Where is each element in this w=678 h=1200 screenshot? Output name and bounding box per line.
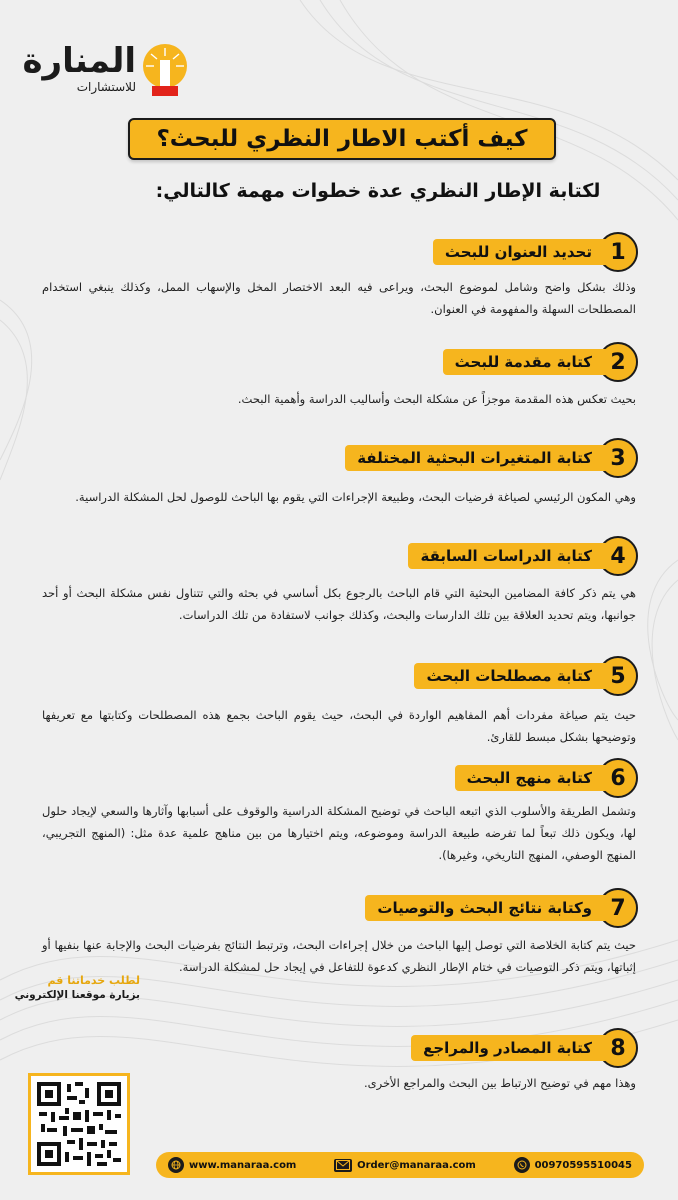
step-number-badge: 3 (598, 438, 638, 478)
email-link[interactable] (334, 1159, 476, 1172)
page-title: كيف أكتب الاطار النظري للبحث؟ (128, 118, 556, 160)
step-heading: كتابة مقدمة للبحث (443, 349, 606, 375)
intro-text: لكتابة الإطار النظري عدة خطوات مهمة كالتالي: (155, 180, 601, 202)
step-number-badge: 4 (598, 536, 638, 576)
step-description: وذلك بشكل واضح وشامل لموضوع البحث، ويراعى فيه البعد الاختصار المخل والإسهاب الممل، وكذلك ينبغي استخدام المصطلحات السهلة والمفهومة في العنوان. (42, 280, 636, 316)
step-number-badge: 5 (598, 656, 638, 696)
step-description: هي يتم ذكر كافة المضامين البحثية التي قام الباحث بالرجوع بكل أساسي في بحثه والتي تتناول نفس مشكلة البحث أو أحد جوانبها، ويتم تحديد العلاقة بين تلك الدارسات والبحث، وكذلك جوانب لاستفادة من تلك الدراسات. (42, 586, 636, 622)
step-description: وهذا مهم في توضيح الارتباط بين البحث والمراجع الأخرى. (363, 1076, 636, 1090)
phone-link[interactable] (514, 1157, 632, 1173)
qr-code-icon (37, 1082, 121, 1166)
lighthouse-emblem-icon (140, 42, 190, 100)
brand-name: المنارة (22, 41, 136, 81)
step-heading: كتابة الدراسات السابقة (408, 543, 606, 569)
step-description: وهي المكون الرئيسي لصياغة فرضيات البحث، وطبيعة الإجراءات التي يقوم بها الباحث للوصول لحل المشكلة الدراسية. (75, 490, 636, 504)
qr-code[interactable] (28, 1073, 130, 1175)
website-text: www.manaraa.com (189, 1159, 297, 1171)
whatsapp-icon (514, 1157, 530, 1173)
step-heading: تحديد العنوان للبحث (433, 239, 606, 265)
contact-footer (156, 1152, 644, 1178)
phone-text: 00970595510045 (534, 1159, 632, 1171)
step-heading: وكتابة نتائج البحث والتوصيات (365, 895, 606, 921)
step-heading: كتابة مصطلحات البحث (414, 663, 606, 689)
step-heading: كتابة المصادر والمراجع (411, 1035, 606, 1061)
envelope-icon (334, 1159, 352, 1172)
globe-icon (168, 1157, 184, 1173)
step-description: وتشمل الطريقة والأسلوب الذي اتبعه الباحث في توضيح المشكلة الدراسية والوقوف على أسبابها وآثارها والسعي لإيجاد حلول لها، ويكون ذلك تبعاً لما تفرضه طبيعة الدراسة وموضوعه، ويتم اختيارها من بين مناهج علمية عدة مثل: (المنهج التجريبي، المنهج الوصفي، المنهج التاريخي، وغيرها). (42, 804, 636, 862)
step-number-badge: 8 (598, 1028, 638, 1068)
step-description: حيث يتم صياغة مفردات أهم المفاهيم الواردة في البحث، حيث يقوم الباحث بجمع هذه المصطلحات وكتابتها مع تعريفها وتوضيحها بشكل مبسط للقارئ. (42, 708, 636, 744)
step-number-badge: 2 (598, 342, 638, 382)
brand-tagline: للاستشارات (76, 80, 136, 94)
cta-line-2: بزيارة موقعنا الإلكتروني (14, 989, 140, 1001)
brand-logo (22, 40, 190, 102)
website-link[interactable] (168, 1157, 296, 1173)
step-number-badge: 7 (598, 888, 638, 928)
brand-wordmark (22, 42, 136, 94)
cta-line-1: لطلب خدماتنا قم (47, 974, 140, 987)
step-heading: كتابة المتغيرات البحثية المختلفة (345, 445, 606, 471)
website-call-to-action (14, 974, 140, 1001)
step-number-badge: 1 (598, 232, 638, 272)
step-heading: كتابة منهج البحث (455, 765, 606, 791)
step-description: بحيث تعكس هذه المقدمة موجزاً عن مشكلة البحث وأساليب الدراسة وأهمية البحث. (237, 392, 636, 406)
step-number-badge: 6 (598, 758, 638, 798)
email-text: Order@manaraa.com (357, 1159, 476, 1171)
step-description: حيث يتم كتابة الخلاصة التي توصل إليها الباحث من خلال إجراءات البحث، وترتبط النتائج بفرضيات البحث والإجابة عنها بنفيها أو إثباتها، ويتم ذكر التوصيات في ختام الإطار النظري كدعوة للتفاعل في إيجاد حل لمشكلة الدراسة. (42, 938, 636, 974)
